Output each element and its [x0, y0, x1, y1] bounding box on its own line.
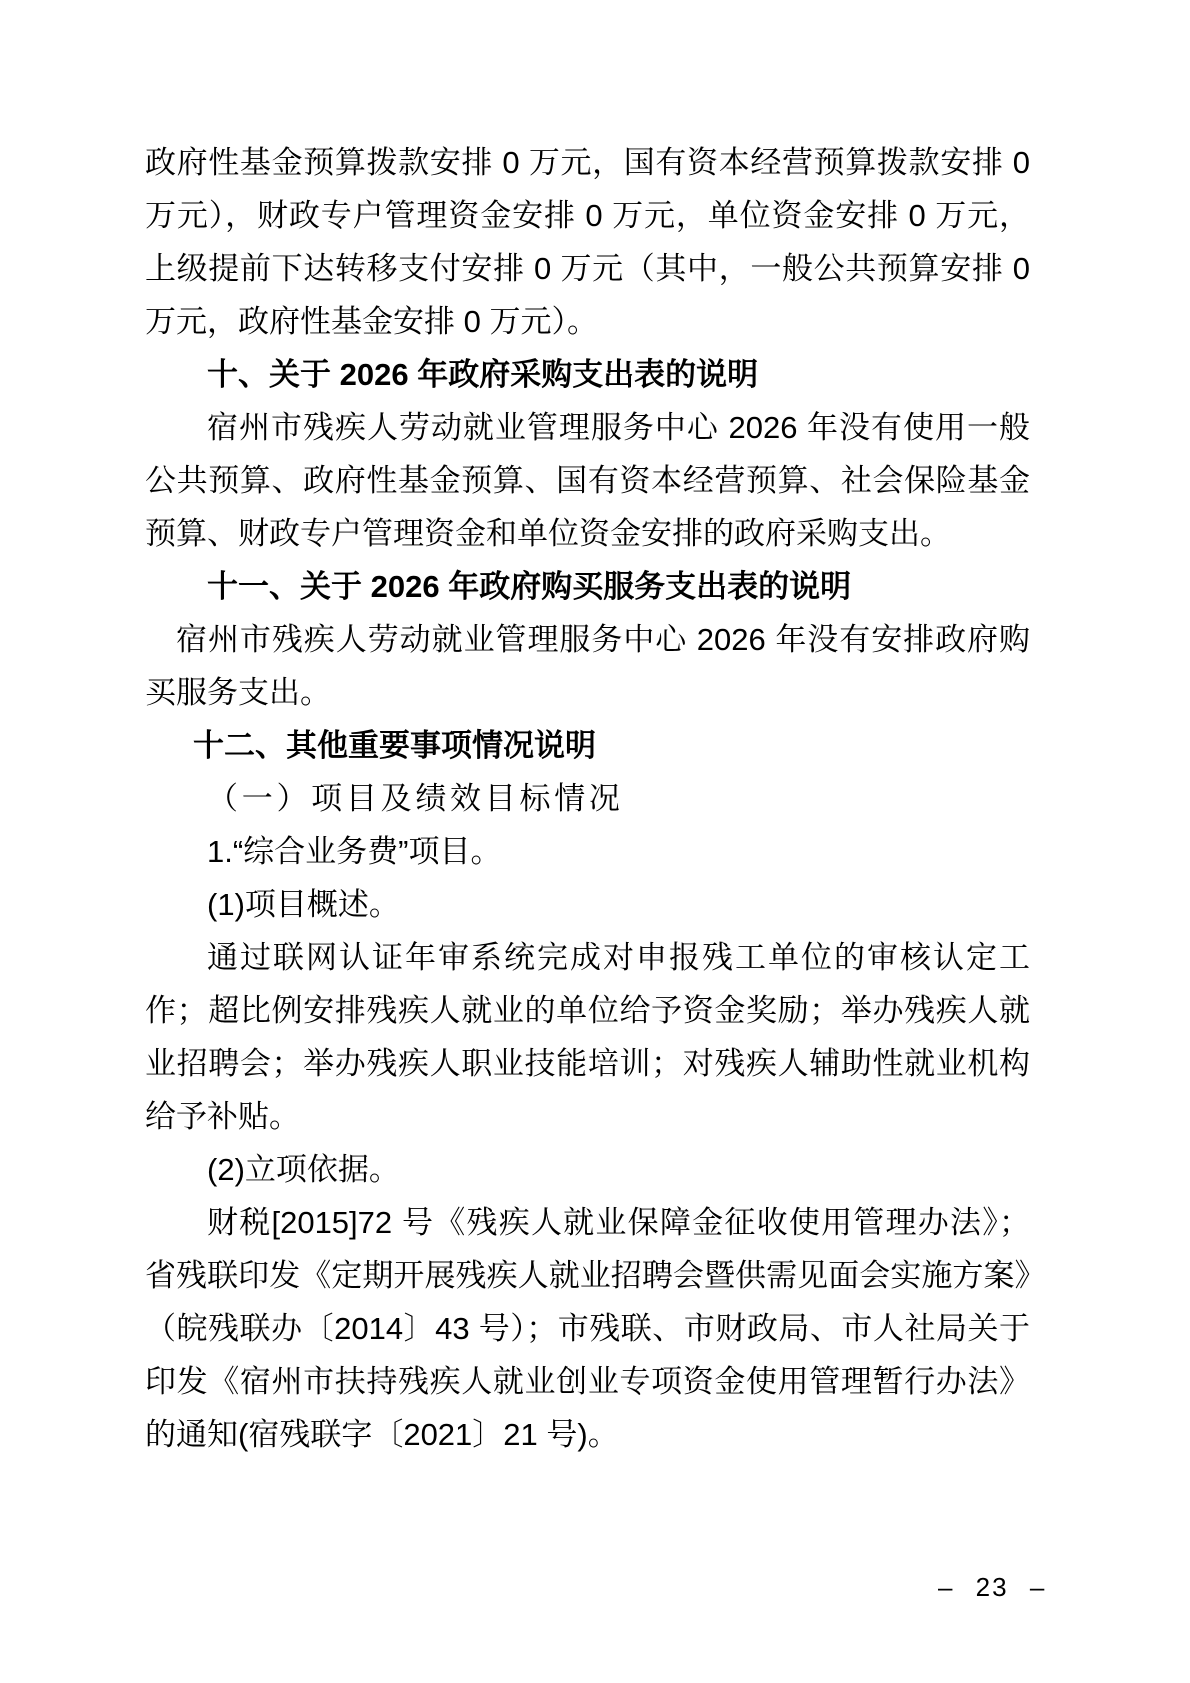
- section-heading-11: 十一、关于 2026 年政府购买服务支出表的说明: [207, 569, 852, 604]
- section-10-body-paragraph: 宿州市残疾人劳动就业管理服务中心 2026 年没有使用一般公共预算、政府性基金预算、国有资本经营预算、社会保险基金预算、财政专户管理资金和单位资金安排的政府采购支出。: [145, 410, 1030, 551]
- section-heading-10: 十、关于 2026 年政府采购支出表的说明: [207, 357, 759, 392]
- project-1-part-1-heading: (1)项目概述。: [207, 887, 400, 922]
- project-1-part-2-heading: (2)立项依据。: [207, 1152, 400, 1187]
- section-heading-12: 十二、其他重要事项情况说明: [193, 728, 597, 763]
- project-1-part-1-body: 通过联网认证年审系统完成对申报残工单位的审核认定工作；超比例安排残疾人就业的单位给予资金奖励；举办残疾人就业招聘会；举办残疾人职业技能培训；对残疾人辅助性就业机构给予补贴。: [145, 940, 1030, 1134]
- section-11-body-paragraph: 宿州市残疾人劳动就业管理服务中心 2026 年没有安排政府购买服务支出。: [145, 622, 1030, 710]
- continuation-paragraph: 政府性基金预算拨款安排 0 万元，国有资本经营预算拨款安排 0 万元），财政专户管理资金安排 0 万元，单位资金安排 0 万元，上级提前下达转移支付安排 0 万元（其中，一般公共预算安排 0 万元，政府性基金安排 0 万元）。: [145, 145, 1030, 339]
- project-1-title: 1.“综合业务费”项目。: [207, 834, 502, 869]
- page-number: – 23 –: [938, 1572, 1047, 1602]
- subsection-heading-1: （一）项目及绩效目标情况: [207, 781, 624, 816]
- document-text-block: [145, 136, 1030, 1461]
- project-1-part-2-body: 财税[2015]72 号《残疾人就业保障金征收使用管理办法》；省残联印发《定期开展残疾人就业招聘会暨供需见面会实施方案》（皖残联办〔2014〕43 号）；市残联、市财政局、市人社局关于印发《宿州市扶持残疾人就业创业专项资金使用管理暂行办法》的通知(宿残联字〔2021〕21 号)。: [145, 1205, 1030, 1452]
